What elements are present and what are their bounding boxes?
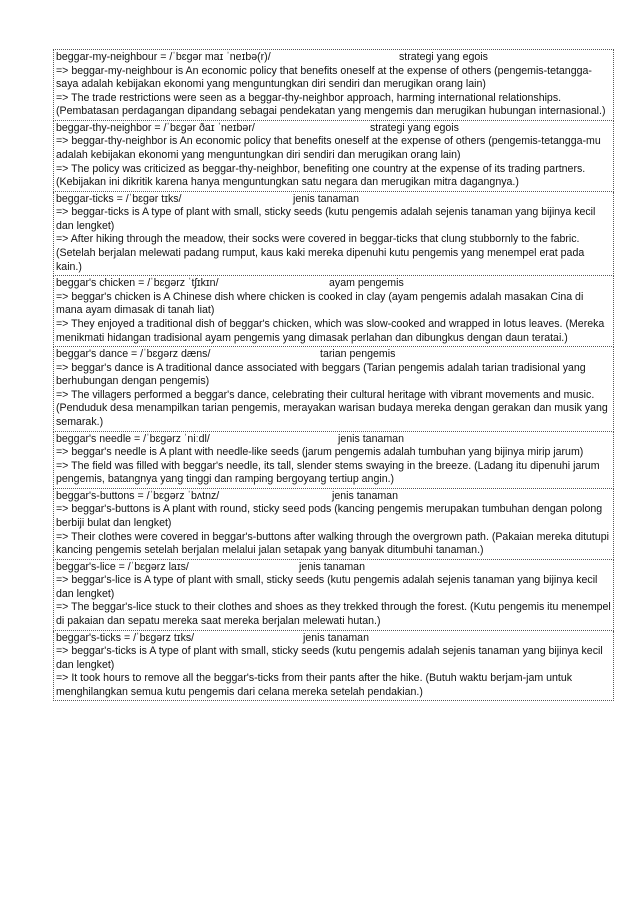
entry-heading <box>56 193 612 207</box>
vocab-entry <box>53 432 614 489</box>
entry-heading <box>56 122 612 136</box>
vocab-entry <box>53 276 614 347</box>
entry-meaning: jenis tanaman <box>338 432 404 445</box>
entry-example: => The villagers performed a beggar's dance, celebrating their cultural heritage with vibrant movements and music. (Penduduk desa menampilkan tarian pengemis, merayakan warisan budaya mereka dengan gerakan dan musik yang semarak.) <box>56 388 608 428</box>
entry-meaning: strategi yang egois <box>370 121 459 134</box>
entry-heading <box>56 490 612 504</box>
entry-example: => The beggar's-lice stuck to their clothes and shoes as they trekked through the forest. (Kutu pengemis itu menempel di pakaian dan sepatu mereka saat mereka berjalan melewati hutan.) <box>56 601 611 627</box>
entry-example: => After hiking through the meadow, their socks were covered in beggar-ticks that clung stubbornly to the fabric. (Setelah berjalan melewati padang rumput, kaus kaki mereka dipenuhi kutu pengemis yang menempel erat pada kain.) <box>56 233 585 273</box>
entry-term: beggar-ticks = /ˈbɛɡər tɪks/ <box>56 192 182 205</box>
entry-heading <box>56 632 612 646</box>
entry-example: => The trade restrictions were seen as a beggar-thy-neighbor approach, harming international relationships. (Pembatasan perdagangan dipandang sebagai pendekatan yang mengemis dan merugikan hubungan internasional.) <box>56 91 606 118</box>
entry-meaning: jenis tanaman <box>293 192 359 205</box>
entry-definition: => beggar's-buttons is A plant with round, sticky seed pods (kancing pengemis merupakan tumbuhan dengan polong berbiji bulat dan lengket) <box>56 503 603 529</box>
entry-heading <box>56 433 612 447</box>
entry-heading <box>56 277 612 291</box>
entry-definition: => beggar's-ticks is A type of plant with small, sticky seeds (kutu pengemis adalah sejenis tanaman yang bijinya kecil dan lengket) <box>56 645 603 671</box>
entry-definition: => beggar's dance is A traditional dance associated with beggars (Tarian pengemis adalah tarian tradisional yang berhubungan dengan pengemis) <box>56 361 586 388</box>
entry-meaning: jenis tanaman <box>332 489 398 502</box>
entry-definition: => beggar's needle is A plant with needle-like seeds (jarum pengemis adalah tumbuhan yang bijinya mirip jarum) <box>56 446 584 459</box>
entry-term: beggar's-lice = /ˈbɛɡərz laɪs/ <box>56 560 189 573</box>
entry-definition: => beggar's chicken is A Chinese dish where chicken is cooked in clay (ayam pengemis adalah masakan Cina di mana ayam dimasak di tanah liat) <box>56 290 584 317</box>
entry-term: beggar-my-neighbour = /ˈbɛɡər maɪ ˈneɪbə(r)/ <box>56 51 271 63</box>
entry-meaning: tarian pengemis <box>320 348 396 361</box>
entry-example: => The field was filled with beggar's needle, its tall, slender stems swaying in the breeze. (Ladang itu dipenuhi jarum pengemis, batangnya yang tinggi dan ramping bergoyang tertiup angin.) <box>56 459 600 486</box>
entry-example: => They enjoyed a traditional dish of beggar's chicken, which was slow-cooked and wrapped in lotus leaves. (Mereka menikmati hidangan tradisional ayam pengemis yang dimasak perlahan dan dibungkus dengan daun teratai.) <box>56 317 605 344</box>
vocab-entry <box>53 49 614 121</box>
entry-example: => It took hours to remove all the beggar's-ticks from their pants after the hike. (Butuh waktu berjam-jam untuk menghilangkan semua kutu pengemis dari celana mereka setelah pendakian.) <box>56 672 573 698</box>
entry-meaning: strategi yang egois <box>399 51 488 63</box>
vocab-entry <box>53 192 614 276</box>
entry-term: beggar's needle = /ˈbɛɡərz ˈniːdl/ <box>56 432 210 445</box>
entry-heading <box>56 561 612 575</box>
entry-definition: => beggar's-lice is A type of plant with small, sticky seeds (kutu pengemis adalah sejenis tanaman yang bijinya kecil dan lengket) <box>56 574 598 600</box>
entry-heading <box>56 348 612 362</box>
entry-term: beggar's chicken = /ˈbɛɡərz ˈtʃɪkɪn/ <box>56 277 219 290</box>
entry-heading <box>56 51 612 65</box>
entry-definition: => beggar-thy-neighbor is An economic policy that benefits oneself at the expense of others (pengemis-tetangga-mu adalah kebijakan ekonomi yang menguntungkan diri sendiri dan merugikan orang lain) <box>56 135 601 161</box>
entry-definition: => beggar-my-neighbour is An economic policy that benefits oneself at the expense of others (pengemis-tetangga-saya adalah kebijakan ekonomi yang menguntungkan diri sendiri dan merugikan orang lain) <box>56 64 592 91</box>
vocab-entry <box>53 560 614 631</box>
entry-example: => Their clothes were covered in beggar's-buttons after walking through the overgrown path. (Pakaian mereka ditutupi kancing pengemis setelah berjalan melalui jalan setapak yang banyak ditumbuhi tanaman.) <box>56 530 610 557</box>
vocab-entry <box>53 347 614 431</box>
entry-term: beggar's-buttons = /ˈbɛɡərz ˈbʌtnz/ <box>56 489 220 502</box>
entry-meaning: jenis tanaman <box>303 631 369 644</box>
entry-meaning: jenis tanaman <box>299 560 365 573</box>
entry-definition: => beggar-ticks is A type of plant with small, sticky seeds (kutu pengemis adalah sejenis tanaman yang bijinya kecil dan lengket) <box>56 206 596 232</box>
vocab-entry <box>53 631 614 702</box>
entry-meaning: ayam pengemis <box>329 277 404 290</box>
vocab-entry <box>53 121 614 192</box>
entry-term: beggar's dance = /ˈbɛɡərz dæns/ <box>56 348 211 361</box>
entry-term: beggar's-ticks = /ˈbɛɡərz tɪks/ <box>56 631 195 644</box>
entry-term: beggar-thy-neighbor = /ˈbɛɡər ðaɪ ˈneɪbər/ <box>56 121 255 134</box>
entry-example: => The policy was criticized as beggar-thy-neighbor, benefiting one country at the expense of its trading partners. (Kebijakan ini dikritik karena hanya menguntungkan satu negara dan merugikan mitra dagangnya.) <box>56 162 586 189</box>
vocabulary-list <box>53 49 614 701</box>
vocab-entry <box>53 489 614 560</box>
